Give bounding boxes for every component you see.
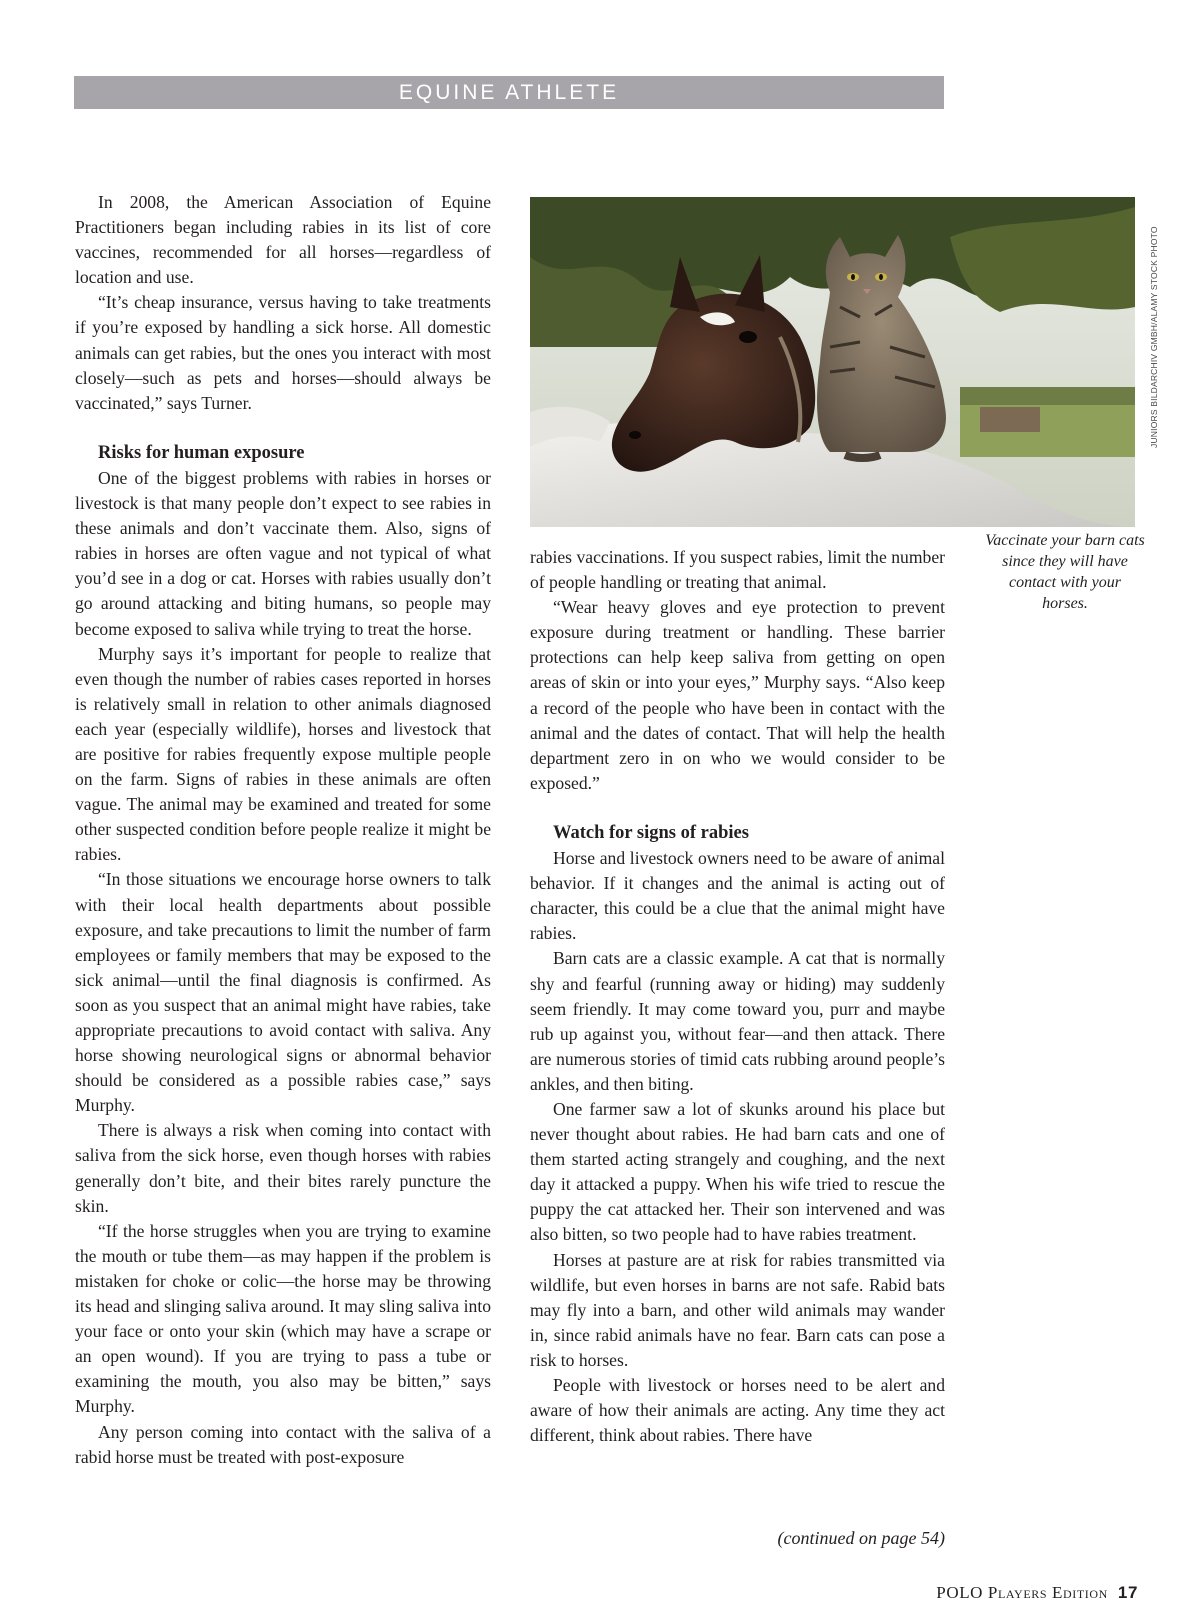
paragraph: Horse and livestock owners need to be aware of animal behavior. If it changes and the animal is acting out of character, this could be a clue that the animal might have rabies. <box>530 848 945 944</box>
paragraph: “In those situations we encourage horse owners to talk with their local health departments about possible exposure, and take precautions to limit the number of farm employees or family members that may be exposed to the sick animal—until the final diagnosis is confirmed. As soon as you suspect that an animal might have rabies, take appropriate precautions to avoid contact with saliva. Any horse showing neurological signs or abnormal behavior should be considered as a possible rabies case,” says Murphy. <box>75 869 491 1116</box>
publication-name: POLO Players Edition <box>936 1583 1108 1602</box>
paragraph: Any person coming into contact with the saliva of a rabid horse must be treated with post-exposure <box>75 1421 491 1467</box>
article-column-1 <box>75 190 491 1470</box>
paragraph: “If the horse struggles when you are trying to examine the mouth or tube them—as may happen if the problem is mistaken for choke or colic—the horse may be throwing its head and slinging saliva around. It may sling saliva into your face or onto your skin (which may have a scrape or an open wound). If you are trying to pass a tube or examining the mouth, you also may be bitten,” says Murphy. <box>75 1220 491 1417</box>
subheading-risks: Risks for human exposure <box>98 442 305 463</box>
paragraph: In 2008, the American Association of Equine Practitioners began including rabies in its list of core vaccines, recommended for all horses—regardless of location and use. <box>75 192 491 288</box>
continued-note: (continued on page 54) <box>777 1528 945 1548</box>
paragraph: rabies vaccinations. If you suspect rabies, limit the number of people handling or treating that animal. <box>530 547 945 593</box>
article-column-2 <box>530 545 945 1448</box>
section-header: EQUINE ATHLETE <box>74 76 944 109</box>
page-number: 17 <box>1117 1583 1138 1602</box>
paragraph: “It’s cheap insurance, versus having to take treatments if you’re exposed by handling a sick horse. All domestic animals can get rabies, but the ones you interact with most closely—such as pets and horses—should always be vaccinated,” says Turner. <box>75 292 491 413</box>
paragraph: People with livestock or horses need to be alert and aware of how their animals are acting. Any time they act different, think about rabies. There have <box>530 1375 945 1446</box>
paragraph: Horses at pasture are at risk for rabies transmitted via wildlife, but even horses in barns are not safe. Rabid bats may fly into a barn, and other wild animals may wander in, since rabid animals have no fear. Barn cats can pose a risk to horses. <box>530 1249 945 1370</box>
page-footer <box>936 1583 1138 1603</box>
paragraph: One of the biggest problems with rabies in horses or livestock is that many people don’t expect to see rabies in these animals and don’t vaccinate them. Also, signs of rabies in horses are often vague and not typical of what you’d see in a dog or cat. Horses with rabies usually don’t go around attacking and biting humans, so people may become exposed to saliva while trying to treat the horse. <box>75 467 491 639</box>
photo-credit: JUNIORS BILDARCHIV GMBH/ALAMY STOCK PHOTO <box>1149 226 1159 448</box>
paragraph: One farmer saw a lot of skunks around his place but never thought about rabies. He had barn cats and one of them started acting strangely and coughing, and the next day it attacked a puppy. When his wife tried to rescue the puppy the cat attacked her. Their son intervened and was also bitten, so two people had to have rabies treatment. <box>530 1098 945 1245</box>
photo-caption: Vaccinate your barn cats since they will have contact with your horses. <box>985 532 1145 612</box>
subheading-watch: Watch for signs of rabies <box>553 822 749 843</box>
photo-illustration <box>530 197 1135 527</box>
paragraph: Barn cats are a classic example. A cat that is normally shy and fearful (running away or hiding) may suddenly seem friendly. It may come toward you, purr and maybe rub up against you, without fear—and then attack. There are numerous stories of timid cats rubbing around people’s ankles, and then biting. <box>530 948 945 1094</box>
paragraph: There is always a risk when coming into contact with saliva from the sick horse, even though horses with rabies generally don’t bite, and their bites rarely puncture the skin. <box>75 1120 491 1216</box>
photo-horse-and-cat <box>530 197 1135 527</box>
paragraph: “Wear heavy gloves and eye protection to prevent exposure during treatment or handling. These barrier protections can help keep saliva from getting on open areas of skin or into your eyes,” Murphy says. “Also keep a record of the people who have been in contact with the animal and the dates of contact. That will help the health department zero in on who we would consider to be exposed.” <box>530 597 945 793</box>
paragraph: Murphy says it’s important for people to realize that even though the number of rabies cases reported in horses is relatively small in relation to other animals diagnosed each year (especially wildlife), horses and livestock that are positive for rabies frequently expose multiple people on the farm. Signs of rabies in these animals are often vague. The animal may be examined and treated for some other suspected condition before people realize it might be rabies. <box>75 643 491 865</box>
